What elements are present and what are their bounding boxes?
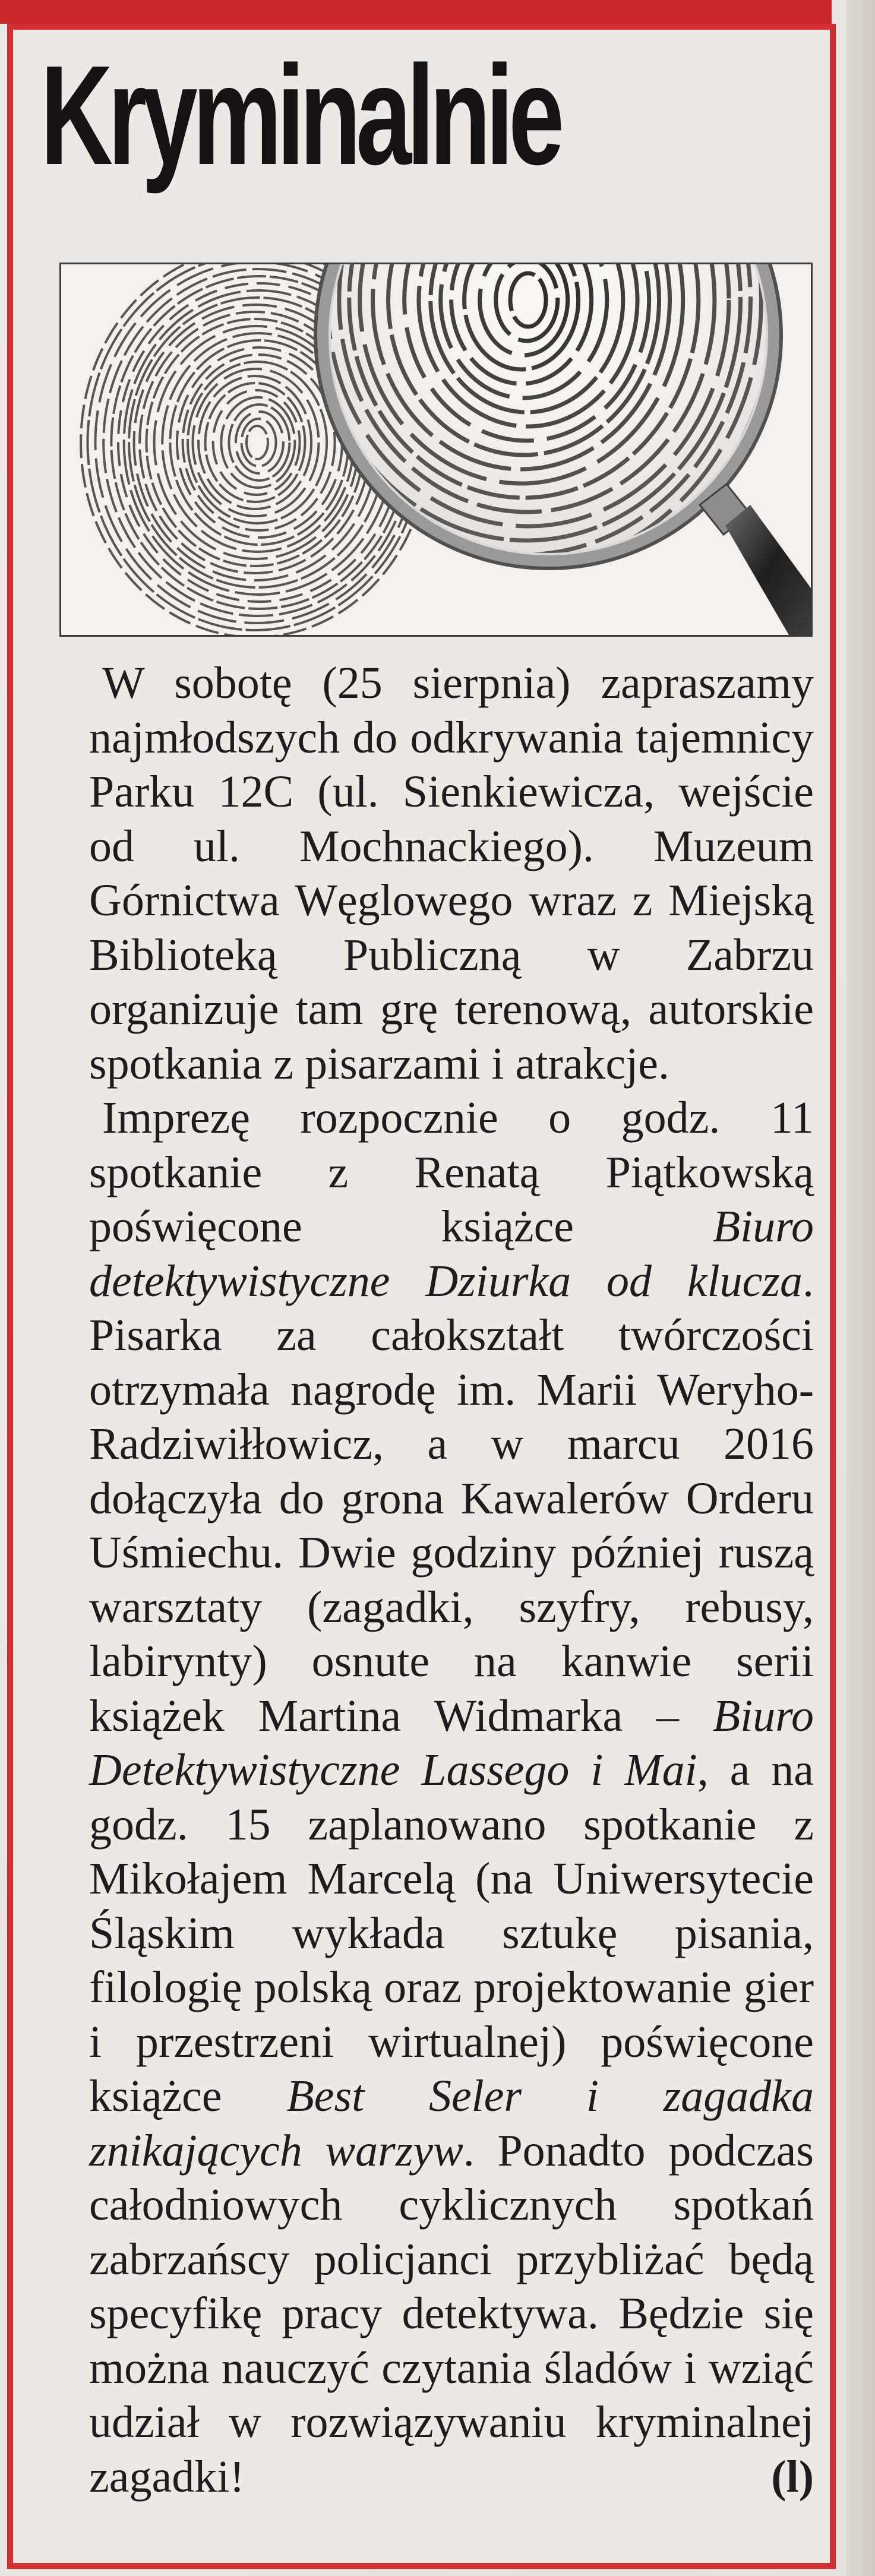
- article-title: Kryminalnie: [40, 37, 560, 194]
- top-red-strip: [0, 0, 832, 24]
- article-photo: [59, 263, 813, 637]
- book-title: Biuro Detektywistyczne Lassego i Mai: [89, 1690, 814, 1795]
- article-body: [89, 656, 814, 2504]
- article-paragraph-2: Imprezę rozpocznie o godz. 11 spotkanie z Renatą Piątkowską poświęcone książce Biuro detektywistyczne Dziurka od klucza. Pisarka za całokształt twórczości otrzymała nagrodę im. Marii Weryho-Radziwiłłowicz, a w marcu 2016 dołączyła do grona Kawalerów Orderu Uśmiechu. Dwie godziny później ruszą warsztaty (zagadki, szyfry, rebusy, labirynty) osnute na kanwie serii książek Martina Widmarka – Biuro Detektywistyczne Lassego i Mai, a na godz. 15 zaplanowano spotkanie z Mikołajem Marcelą (na Uniwersytecie Śląskim wykłada sztukę pisania, filologię polską oraz projektowanie gier i przestrzeni wirtualnej) poświęcone książce Best Seler i zagadka znikających warzyw. Ponadto podczas całodniowych cyklicznych spotkań zabrzańscy policjanci przybliżać będą specyfikę pracy detektywa. Będzie się można nauczyć czytania śladów i wziąć udział w rozwiązywaniu kryminalnej zagadki! (l): [89, 1091, 814, 2504]
- fingerprint-magnifier-icon: [61, 264, 811, 635]
- adjacent-column-edge: [846, 0, 875, 2576]
- book-title: Best Seler i zagadka znikających warzyw: [89, 2071, 814, 2176]
- article-paragraph-1: W sobotę (25 sierpnia) zapraszamy najmłodszych do odkrywania tajemnicy Parku 12C (ul. Sienkiewicza, wejście od ul. Mochnackiego). Muzeum Górnictwa Węglowego wraz z Miejską Biblioteką Publiczną w Zabrzu organizuje tam grę terenową, autorskie spotkania z pisarzami i atrakcje.: [89, 658, 814, 1089]
- book-title: Biuro detektywistyczne Dziurka od klucza: [89, 1202, 814, 1306]
- author-signature: (l): [771, 2451, 814, 2502]
